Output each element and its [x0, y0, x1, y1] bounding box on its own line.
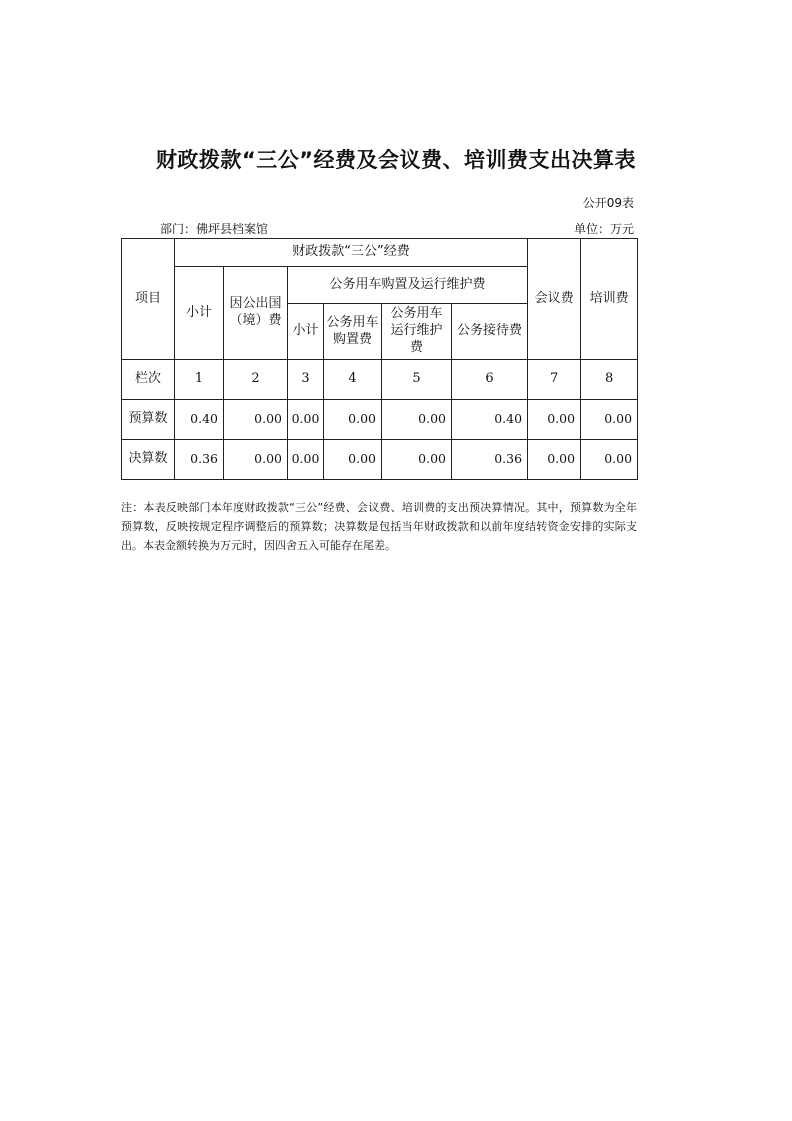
expenditure-table: [121, 238, 638, 480]
table-cell: 0.00: [528, 400, 581, 440]
table-cell: 0.00: [324, 400, 382, 440]
table-cell: 0.00: [581, 440, 638, 480]
header-item: 项目: [122, 239, 175, 360]
column-number: 8: [581, 360, 638, 400]
table-cell: 0.00: [324, 440, 382, 480]
header-vehicle-operation: 公务用车运行维护费: [382, 304, 452, 360]
column-number-label: 栏次: [122, 360, 175, 400]
form-number: 公开09表: [582, 196, 634, 210]
row-label: 决算数: [122, 440, 175, 480]
unit-label: 单位：万元: [573, 222, 634, 236]
table-cell: 0.00: [528, 440, 581, 480]
table-cell: 0.36: [452, 440, 528, 480]
column-number: 5: [382, 360, 452, 400]
header-meeting: 会议费: [528, 239, 581, 360]
column-number: 7: [528, 360, 581, 400]
table-cell: 0.36: [175, 440, 224, 480]
header-vehicle-purchase: 公务用车购置费: [324, 304, 382, 360]
row-label: 预算数: [122, 400, 175, 440]
table-cell: 0.00: [382, 440, 452, 480]
table-cell: 0.00: [224, 400, 288, 440]
column-number: 3: [288, 360, 324, 400]
department-label: 部门：佛坪县档案馆: [160, 222, 269, 236]
header-training: 培训费: [581, 239, 638, 360]
header-vehicle-subtotal: 小计: [288, 304, 324, 360]
table-cell: 0.00: [288, 400, 324, 440]
table-cell: 0.00: [382, 400, 452, 440]
table-cell: 0.00: [288, 440, 324, 480]
header-vehicle-group: 公务用车购置及运行维护费: [288, 267, 528, 304]
table-cell: 0.00: [224, 440, 288, 480]
table-cell: 0.40: [452, 400, 528, 440]
table-row: [122, 440, 638, 480]
header-abroad: 因公出国（境）费: [224, 267, 288, 360]
header-reception: 公务接待费: [452, 304, 528, 360]
column-number-row: [122, 360, 638, 400]
header-subtotal: 小计: [175, 267, 224, 360]
column-number: 2: [224, 360, 288, 400]
table-cell: 0.40: [175, 400, 224, 440]
column-number: 4: [324, 360, 382, 400]
column-number: 1: [175, 360, 224, 400]
header-three-public: 财政拨款“三公”经费: [175, 239, 528, 267]
column-number: 6: [452, 360, 528, 400]
table-row: [122, 400, 638, 440]
footnote: 注：本表反映部门本年度财政拨款“三公”经费、会议费、培训费的支出预决算情况。其中，预算数为全年预算数，反映按规定程序调整后的预算数；决算数是包括当年财政拨款和以前年度结转资金安排的实际支出。本表金额转换为万元时，因四舍五入可能存在尾差。: [121, 501, 637, 552]
page-title: 财政拨款“三公”经费及会议费、培训费支出决算表: [155, 148, 637, 172]
table-cell: 0.00: [581, 400, 638, 440]
